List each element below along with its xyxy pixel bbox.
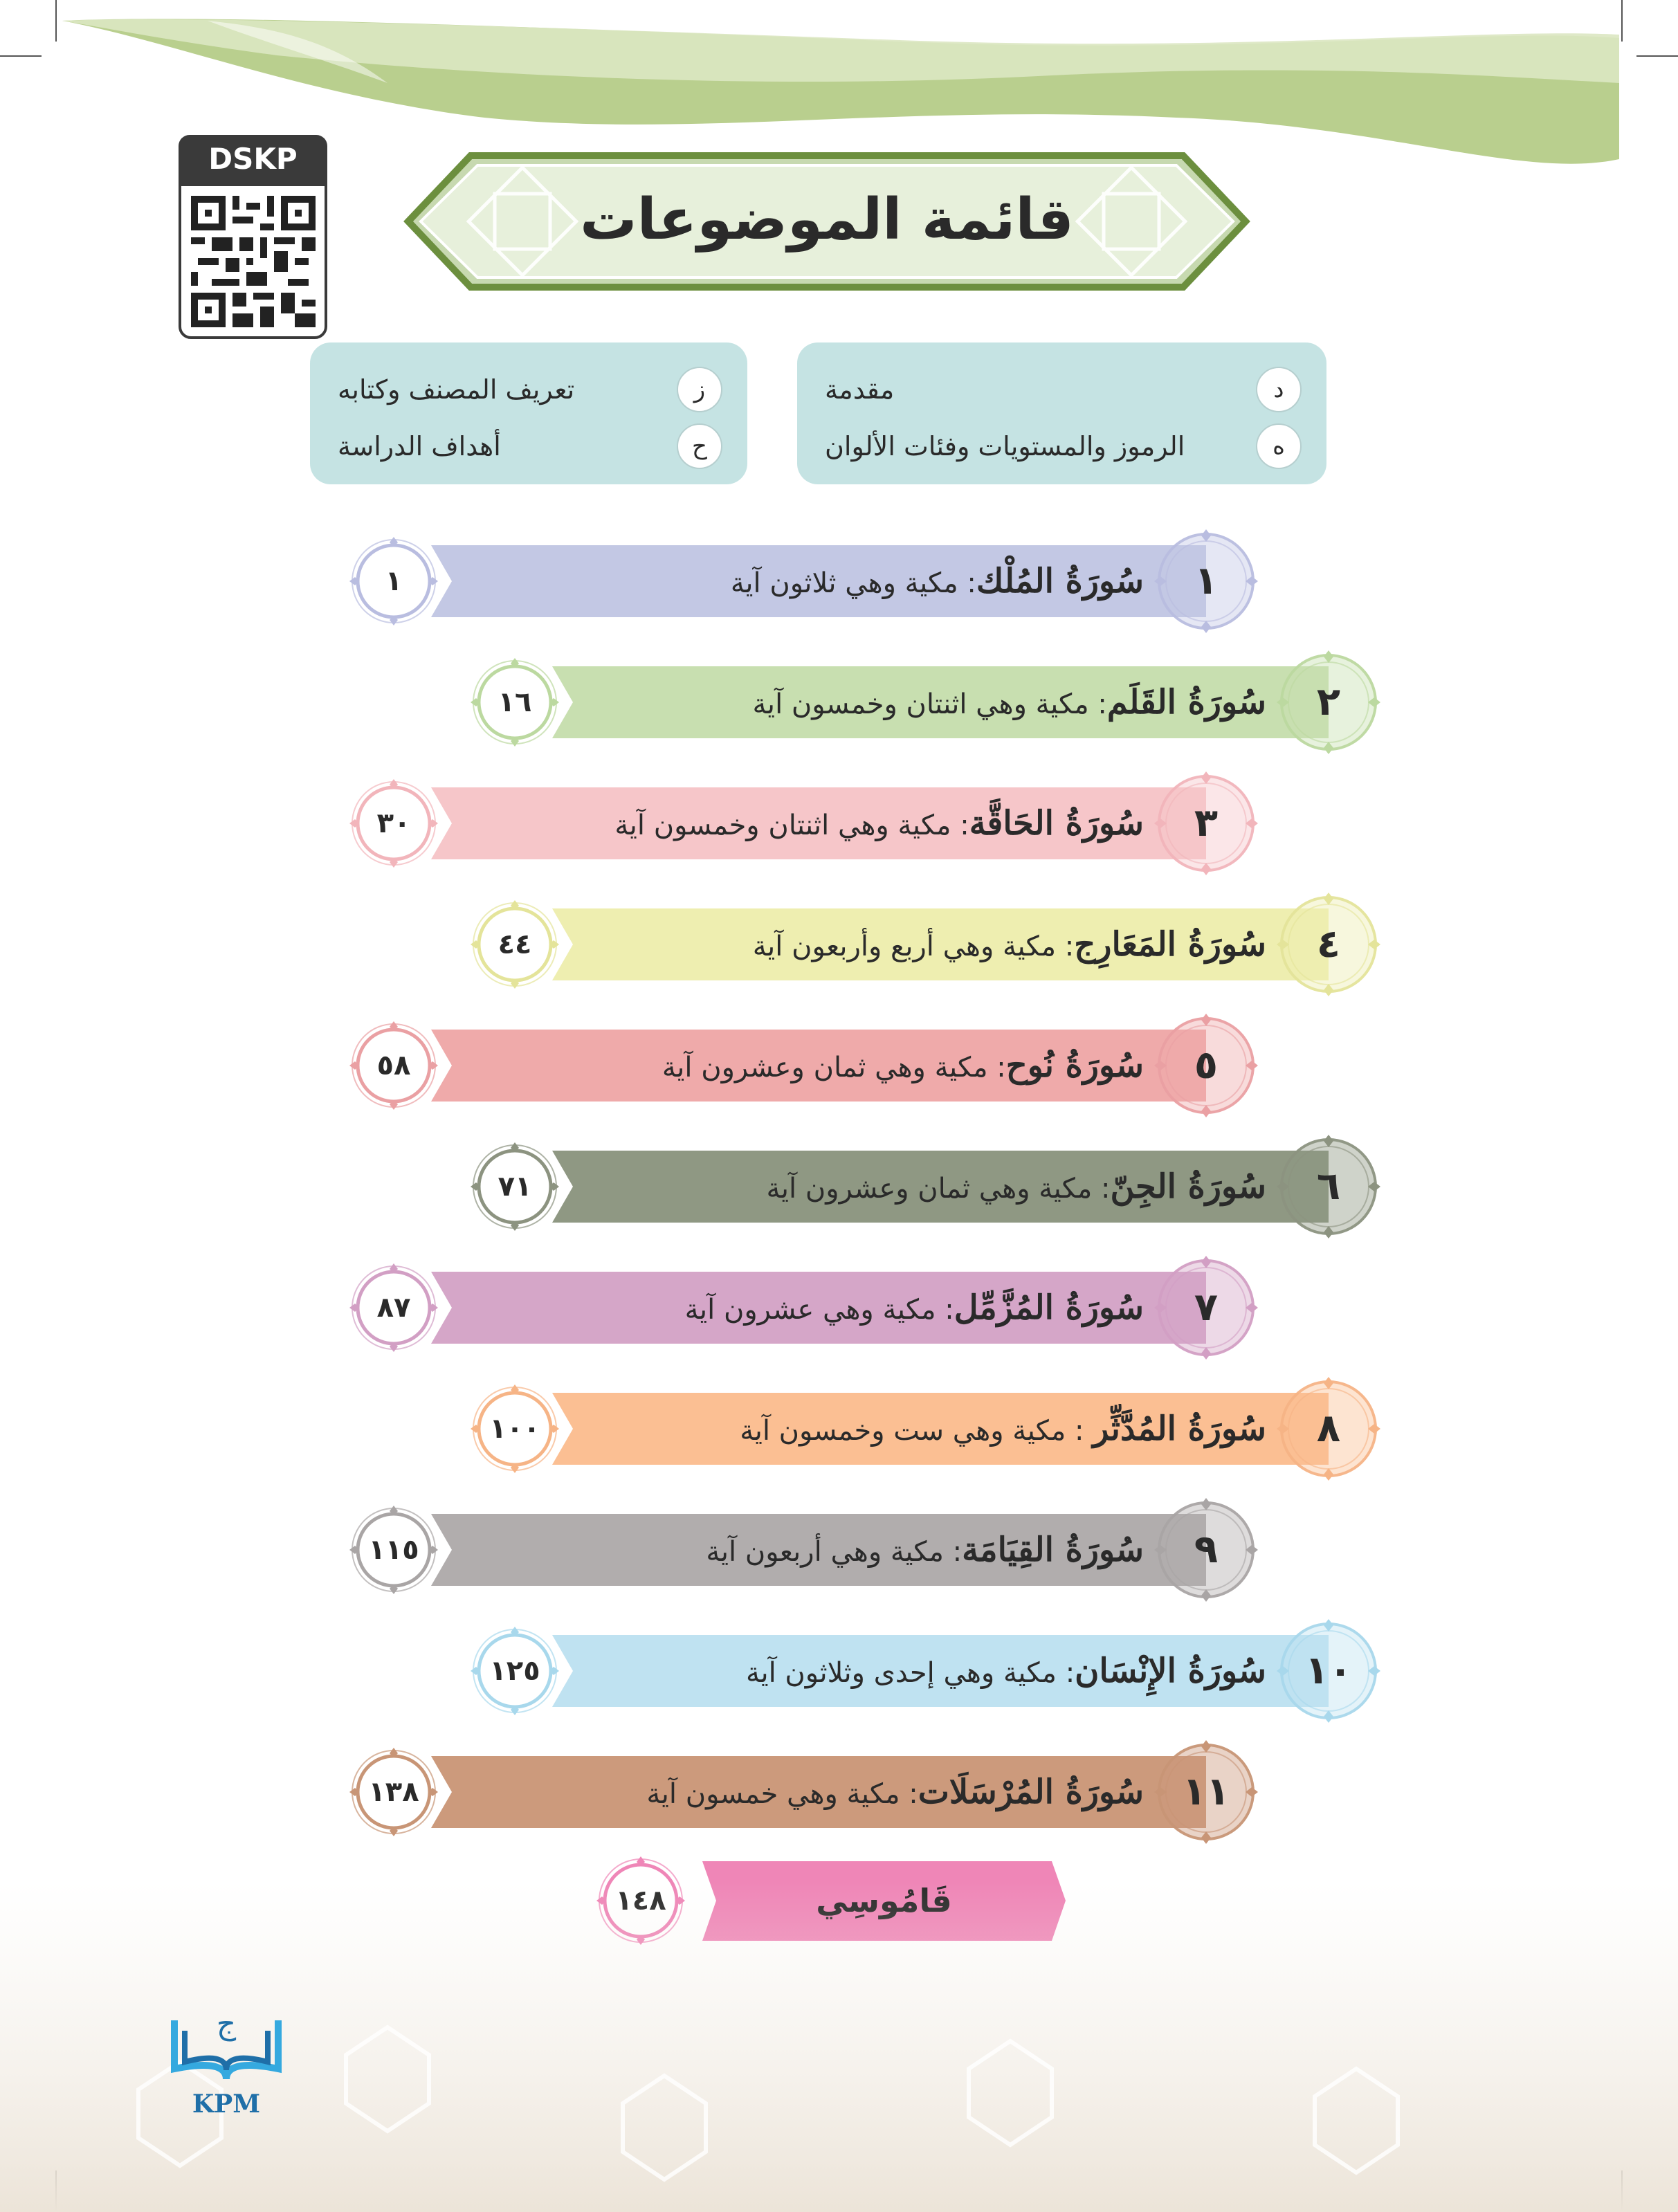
chapter-number: ٨ — [1316, 1406, 1341, 1451]
surah-name: سُورَةُ الجِنّ — [1110, 1167, 1266, 1206]
chapter-number: ٩ — [1194, 1527, 1219, 1572]
surah-description: : مكية وهي أربعون آية — [706, 1536, 963, 1568]
surah-name: سُورَةُ الإِنْسَان — [1075, 1652, 1266, 1690]
surah-name: سُورَةُ المُدَّثِّر — [1093, 1409, 1266, 1448]
chapter-page-number: ١٢٥ — [489, 1655, 540, 1687]
chapter-title — [594, 1635, 1266, 1707]
front-matter-item[interactable] — [338, 419, 722, 474]
kpm-logo-text: KPM — [192, 2090, 261, 2119]
chapter-number: ١١ — [1182, 1769, 1230, 1814]
chapter-number: ٦ — [1316, 1164, 1341, 1209]
chapter-row[interactable] — [0, 533, 1678, 630]
dskp-label: DSKP — [179, 135, 327, 183]
chapter-title — [473, 1030, 1144, 1102]
chapter-row[interactable] — [0, 1744, 1678, 1840]
page-title: قائمة الموضوعات — [580, 187, 1074, 253]
surah-description: : مكية وهي عشرون آية — [684, 1294, 954, 1326]
chapter-row[interactable] — [0, 896, 1678, 993]
chapter-title — [473, 1756, 1144, 1828]
chapter-number: ١٠ — [1304, 1648, 1353, 1693]
surah-name: سُورَةُ المَعَارِج — [1074, 925, 1266, 964]
chapter-title — [473, 545, 1144, 617]
chapter-row[interactable] — [0, 1623, 1678, 1719]
front-matter-page: ه — [1256, 423, 1302, 469]
front-matter-page: د — [1256, 367, 1302, 412]
front-matter-label: تعريف المصنف وكتابه — [338, 374, 575, 405]
surah-description: : مكية وهي إحدى وثلاثون آية — [746, 1657, 1075, 1689]
surah-description: : مكية وهي ثمان وعشرون آية — [662, 1052, 1006, 1084]
surah-name: سُورَةُ القَلَم — [1106, 683, 1266, 722]
chapter-page-number: ١١٥ — [368, 1534, 419, 1566]
surah-description: : مكية وهي أربع وأربعون آية — [752, 931, 1075, 962]
surah-name: سُورَةُ المُرْسَلَات — [918, 1773, 1144, 1811]
chapter-title — [473, 787, 1144, 859]
chapter-page-number: ١٠٠ — [489, 1413, 540, 1445]
chapter-row[interactable] — [0, 1017, 1678, 1114]
dskp-qr-block[interactable] — [179, 135, 327, 339]
chapter-row[interactable] — [0, 654, 1678, 751]
chapter-title — [594, 666, 1266, 738]
chapter-title — [594, 1393, 1266, 1465]
chapter-number: ٢ — [1316, 679, 1341, 724]
chapter-row[interactable] — [0, 1501, 1678, 1598]
front-matter-page: ز — [677, 367, 722, 412]
chapter-number: ٧ — [1194, 1285, 1219, 1330]
chapter-title — [473, 1514, 1144, 1586]
front-matter-box-left — [310, 342, 747, 484]
chapter-page-number: ٨٧ — [376, 1292, 411, 1324]
surah-description: : مكية وهي اثنتان وخمسون آية — [752, 688, 1107, 720]
surah-name: سُورَةُ المُزَّمِّل — [954, 1288, 1144, 1327]
surah-description: : مكية وهي اثنتان وخمسون آية — [614, 810, 969, 841]
surah-name: سُورَةُ القِيَامَة — [962, 1530, 1144, 1569]
kpm-logo-icon — [161, 1993, 292, 2086]
chapter-page-number: ٣٠ — [376, 807, 411, 839]
chapter-row[interactable] — [0, 1259, 1678, 1356]
chapter-row[interactable] — [0, 1138, 1678, 1235]
front-matter-item[interactable] — [825, 362, 1302, 417]
front-matter-page: ح — [677, 423, 722, 469]
chapter-row[interactable] — [0, 1380, 1678, 1477]
front-matter-label: مقدمة — [825, 374, 895, 405]
front-matter-label: أهداف الدراسة — [338, 431, 501, 461]
qr-code-icon[interactable] — [179, 183, 327, 339]
surah-description: : مكية وهي خمسون آية — [646, 1778, 918, 1810]
chapter-page-number: ٥٨ — [376, 1050, 411, 1081]
front-matter-box-right — [797, 342, 1326, 484]
surah-name: سُورَةُ نُوح — [1005, 1046, 1144, 1085]
surah-name: سُورَةُ الحَاقَّة — [969, 804, 1144, 843]
front-matter-label: الرموز والمستويات وفئات الألوان — [825, 431, 1185, 461]
chapter-page-number: ١٣٨ — [368, 1776, 419, 1808]
chapter-title — [594, 908, 1266, 980]
chapter-number: ١ — [1194, 558, 1219, 603]
chapter-title — [594, 1151, 1266, 1223]
surah-description: : مكية وهي ست وخمسون آية — [740, 1415, 1093, 1447]
chapter-row[interactable] — [0, 775, 1678, 872]
front-matter-item[interactable] — [338, 362, 722, 417]
chapter-page-number: ٧١ — [498, 1171, 532, 1203]
surah-description: : مكية وهي ثلاثون آية — [730, 567, 976, 599]
chapter-page-number: ١ — [385, 565, 403, 597]
surah-name: سُورَةُ المُلْك — [976, 562, 1144, 601]
kpm-logo-letter: ج — [216, 2007, 237, 2042]
chapter-title — [473, 1272, 1144, 1344]
chapter-page-number: ١٦ — [498, 686, 532, 718]
surah-description: : مكية وهي ثمان وعشرون آية — [766, 1173, 1111, 1205]
chapter-number: ٣ — [1194, 801, 1219, 846]
front-matter-item[interactable] — [825, 419, 1302, 474]
chapter-number: ٥ — [1194, 1043, 1219, 1088]
chapter-number: ٤ — [1316, 922, 1341, 967]
chapter-page-number: ٤٤ — [498, 929, 532, 960]
